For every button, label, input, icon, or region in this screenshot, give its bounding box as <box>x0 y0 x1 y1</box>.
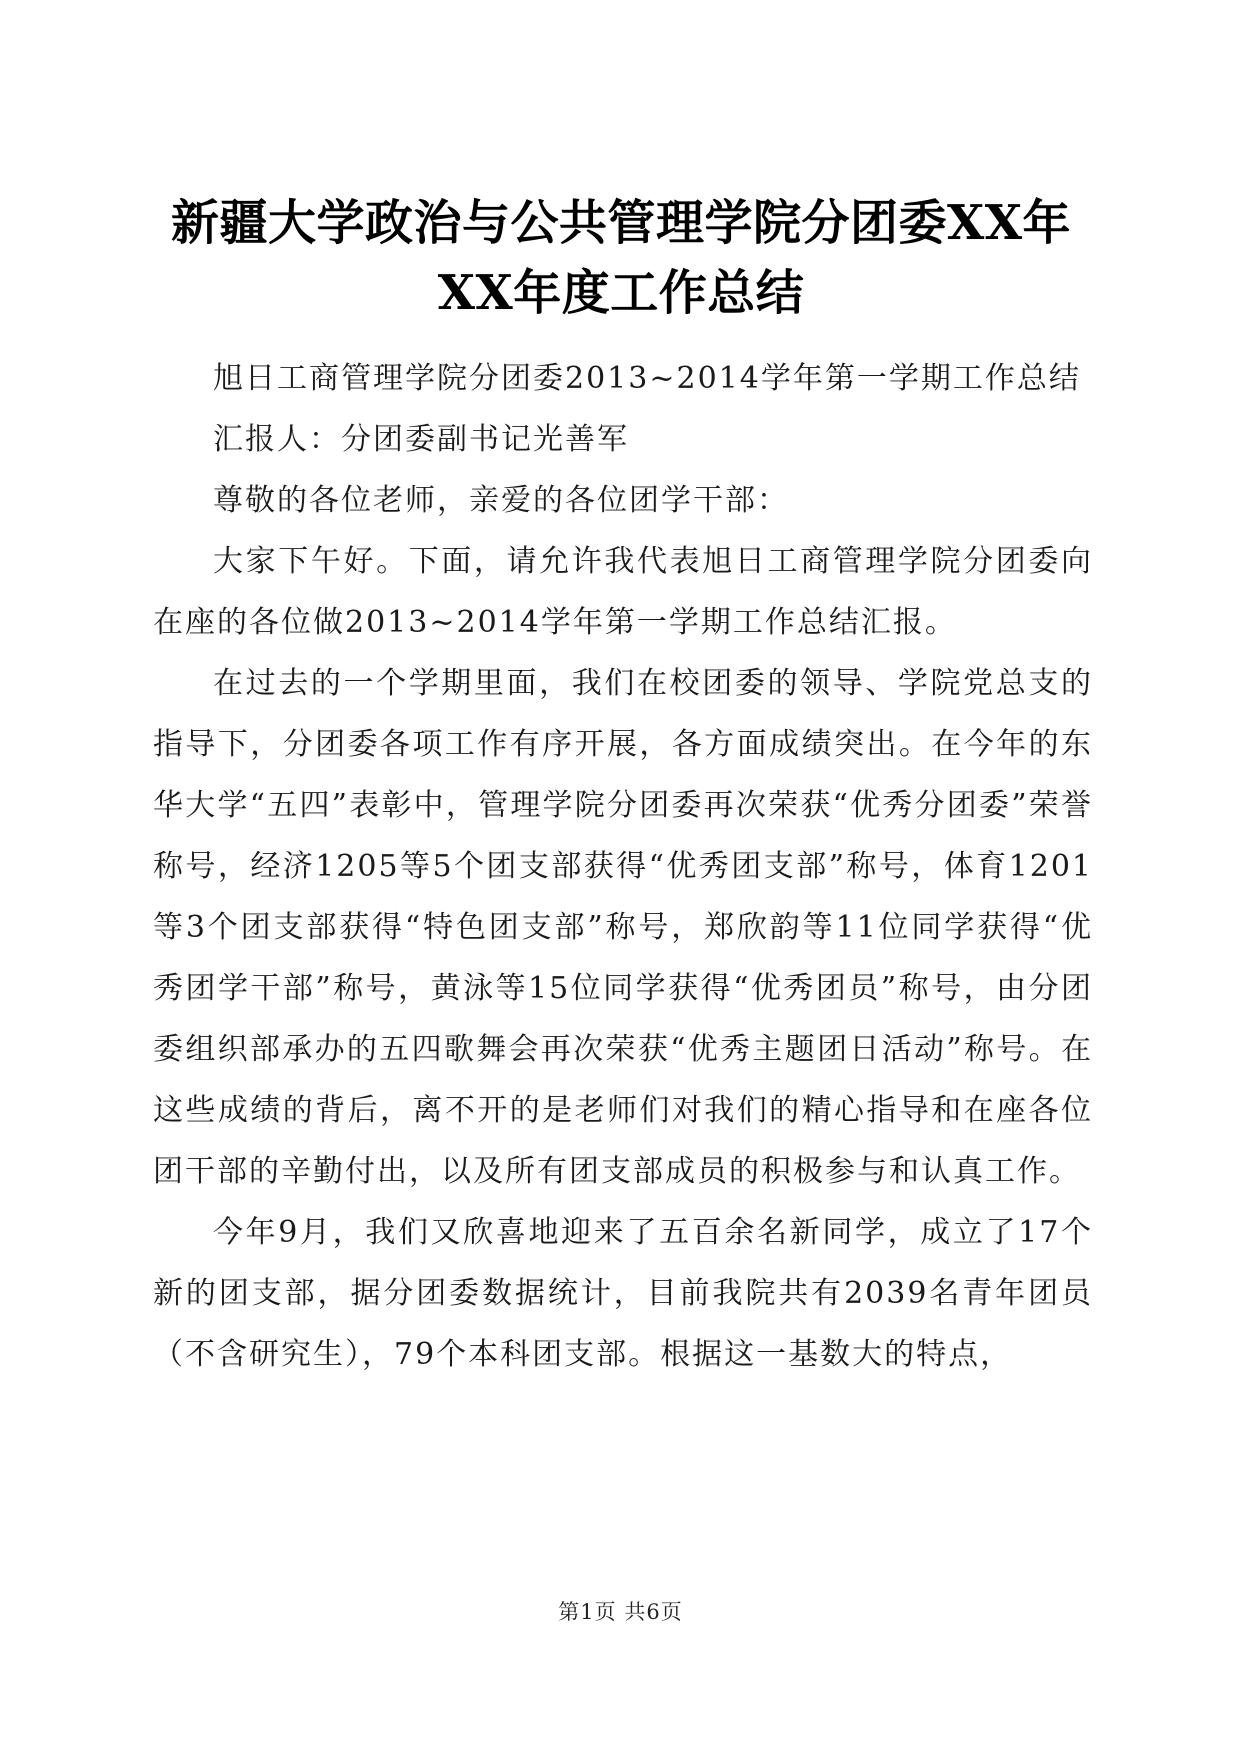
paragraph-new-students: 今年9月，我们又欣喜地迎来了五百余名新同学，成立了17个新的团支部，据分团委数据统计，目前我院共有2039名青年团员（不含研究生），79个本科团支部。根据这一基数大的特点， <box>153 1215 1093 1372</box>
page-number-footer: 第1页 共6页 <box>558 1600 683 1624</box>
document-body <box>153 348 1093 1385</box>
paragraph-subtitle: 旭日工商管理学院分团委2013~2014学年第一学期工作总结 <box>213 361 1081 396</box>
document-title: 新疆大学政治与公共管理学院分团委XX年XX年度工作总结 <box>171 195 1071 321</box>
paragraph-achievements: 在过去的一个学期里面，我们在校团委的领导、学院党总支的指导下，分团委各项工作有序开展，各方面成绩突出。在今年的东华大学“五四”表彰中，管理学院分团委再次荣获“优秀分团委”荣誉称号，经济1205等5个团支部获得“优秀团支部”称号，体育1201等3个团支部获得“特色团支部”称号，郑欣韵等11位同学获得“优秀团学干部”称号，黄泳等15位同学获得“优秀团员”称号，由分团委组织部承办的五四歌舞会再次荣获“优秀主题团日活动”称号。在这些成绩的背后，离不开的是老师们对我们的精心指导和在座各位团干部的辛勤付出，以及所有团支部成员的积极参与和认真工作。 <box>153 666 1093 1189</box>
paragraph-greeting: 大家下午好。下面，请允许我代表旭日工商管理学院分团委向在座的各位做2013~2014学年第一学期工作总结汇报。 <box>153 544 1093 640</box>
paragraph-salutation: 尊敬的各位老师，亲爱的各位团学干部： <box>213 483 789 518</box>
paragraph-reporter: 汇报人：分团委副书记光善军 <box>213 422 629 457</box>
